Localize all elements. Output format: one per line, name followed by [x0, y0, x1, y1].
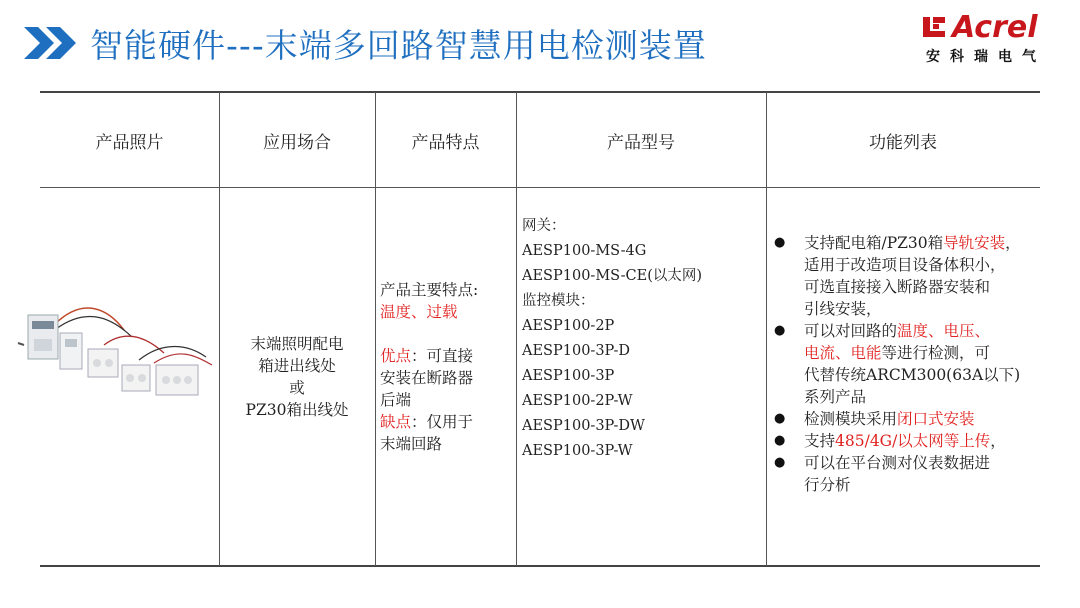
application-scene [219, 333, 375, 421]
function-item [774, 408, 1040, 430]
function-item [774, 232, 1040, 320]
model-item: AESP100-3P-D [522, 343, 631, 359]
function-text: 引线安装， [804, 300, 882, 318]
page-title: 智能硬件---末端多回路智慧用电检测装置 [90, 25, 707, 65]
model-item: AESP100-3P-DW [522, 418, 645, 434]
function-text: 行分析 [804, 476, 851, 494]
function-text: 可选直接接入断路器安装和 [804, 278, 991, 296]
header-application: 应用场合 [263, 132, 331, 153]
header-features: 产品特点 [411, 132, 480, 153]
function-text: ● 可以在平台测对仪表数据进 [804, 454, 991, 472]
pros-text: 安装在断路器 [380, 369, 474, 387]
acrel-logo [922, 12, 1062, 68]
function-text: ， [990, 432, 1006, 450]
cons-text: ：仅用于 [411, 413, 474, 431]
cons-label: 缺点 [380, 413, 412, 431]
function-highlight: 温度、电压、 [897, 322, 991, 340]
function-item [774, 452, 1040, 496]
table-bottom-rule [40, 565, 1040, 567]
function-item [774, 430, 1040, 452]
header-model: 产品型号 [607, 132, 675, 153]
scene-line: PZ30箱出线处 [245, 401, 349, 419]
scene-line: 末端照明配电 [250, 335, 344, 353]
function-highlight: 485/4G/以太网等上传 [835, 432, 991, 450]
features-main-value: 温度、过载 [380, 303, 458, 321]
function-item [774, 320, 1040, 408]
function-list [774, 232, 1040, 496]
function-text: 系列产品 [804, 388, 867, 406]
product-features [380, 279, 516, 455]
model-item: AESP100-3P-W [522, 443, 633, 459]
model-item: AESP100-3P [522, 368, 615, 384]
acrel-logo-mark-icon [922, 14, 948, 42]
chevron-right-icon [22, 25, 80, 61]
function-text: 检测模块采用 [804, 410, 898, 428]
model-item: 网关： [522, 218, 566, 234]
logo-subtitle: 安科瑞电气 [926, 49, 1046, 65]
header-functions: 功能列表 [869, 132, 937, 153]
model-item: 监控模块： [522, 293, 595, 309]
model-item: AESP100-2P-W [522, 393, 633, 409]
scene-line: 或 [289, 379, 305, 397]
model-item: AESP100-MS-4G [522, 243, 647, 259]
function-text: 支持配电箱/PZ30箱 [804, 234, 944, 252]
product-models [522, 214, 766, 464]
features-main-label: 产品主要特点: [380, 281, 479, 299]
function-highlight: 电流、电能 [804, 344, 882, 362]
pros-text: ：可直接 [411, 347, 474, 365]
product-photo [14, 285, 214, 400]
title-bar [22, 18, 707, 68]
function-text: 可以对回路的 [804, 322, 898, 340]
model-item: AESP100-2P [522, 318, 615, 334]
function-text: 代替传统ARCM300(63A以下) [804, 366, 1021, 384]
function-text: 支持 [804, 432, 836, 450]
function-text: 等进行检测，可 [881, 344, 991, 362]
scene-line: 箱进出线处 [258, 357, 336, 375]
logo-word: Acrel [952, 10, 1038, 45]
cons-text: 末端回路 [380, 435, 443, 453]
pros-label: 优点 [380, 347, 412, 365]
function-highlight: 导轨安装 [943, 234, 1006, 252]
model-item: AESP100-MS-CE(以太网) [522, 268, 703, 284]
function-text: 适用于改造项目设备体积小， [804, 256, 1006, 274]
header-product-photo: 产品照片 [95, 132, 164, 153]
function-text: ， [1005, 234, 1021, 252]
function-highlight: 闭口式安装 [897, 410, 975, 428]
pros-text: 后端 [380, 391, 412, 409]
